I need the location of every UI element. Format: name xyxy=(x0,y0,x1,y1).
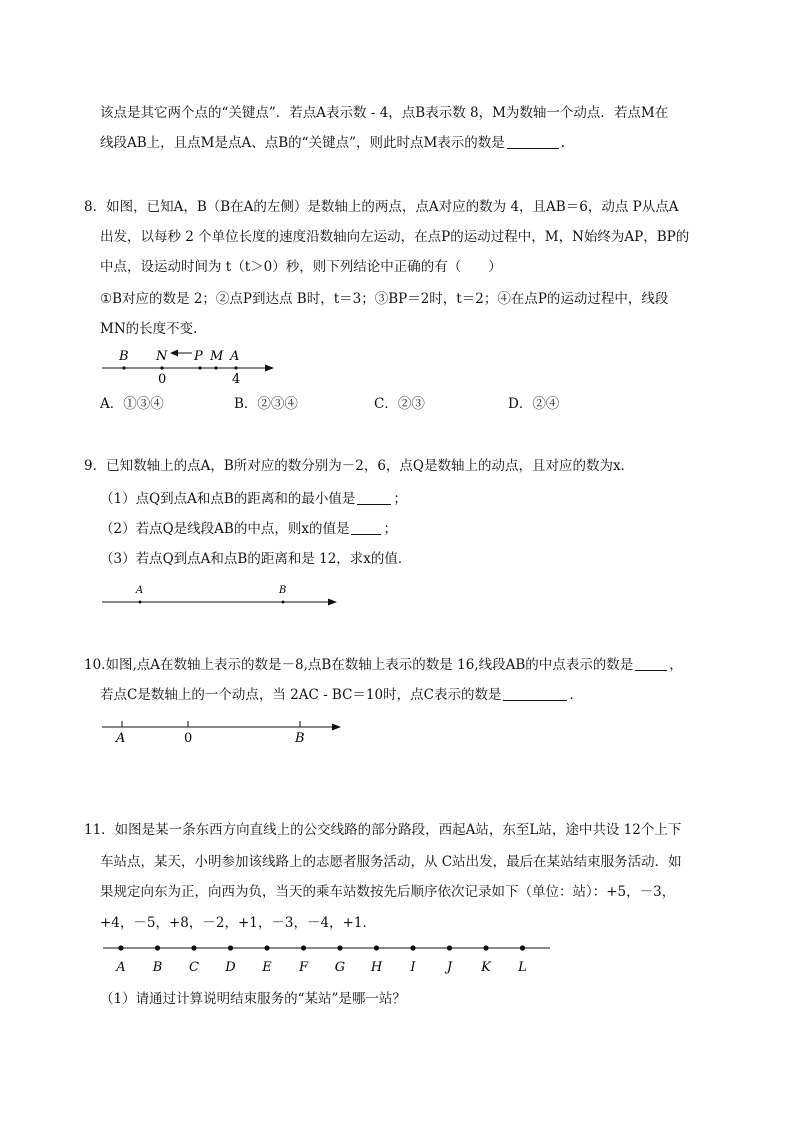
q8-option-c: C．②③ xyxy=(374,396,425,412)
q7-line-1: 该点是其它两个点的“关键点”．若点A表示数 - 4，点B表示数 8，M为数轴一个动点．若点M在 xyxy=(100,105,669,121)
answer-blank xyxy=(503,686,567,701)
q10-line-2-text: 若点C是数轴上的一个动点，当 2AC - BC＝10时，点C表示的数是 xyxy=(100,687,502,703)
station-dot-k xyxy=(483,945,488,950)
station-dot-b xyxy=(155,945,160,950)
station-dot-e xyxy=(264,945,269,950)
point-a-dot xyxy=(234,366,237,369)
q7-line-2-text: 线段AB上，且点M是点A、点B的“关键点”，则此时点M表示的数是 xyxy=(100,135,505,151)
axis-arrow-icon xyxy=(265,365,274,372)
q9-part-1-end: ； xyxy=(393,491,407,507)
q8-line-3: 中点，设运动时间为 t（t＞0）秒，则下列结论中正确的有（ ） xyxy=(100,259,502,275)
q11-line-1: 11．如图是某一条东西方向直线上的公交线路的部分路段，西起A站，东至L站，途中共设 12个上下 xyxy=(84,822,682,838)
station-dot-i xyxy=(410,945,415,950)
label-a: A xyxy=(230,349,240,364)
answer-blank xyxy=(351,520,381,535)
station-label-b: B xyxy=(152,960,163,975)
station-label-k: K xyxy=(481,960,491,975)
station-dot-f xyxy=(301,945,306,950)
station-label-i: I xyxy=(410,960,416,975)
station-group xyxy=(115,945,527,975)
station-dot-h xyxy=(374,945,379,950)
q8-line-5: MN的长度不变． xyxy=(100,321,207,337)
q8-line-1: 8．如图，已知A，B（B在A的左侧）是数轴上的两点，点A对应的数为 4，且AB＝6，动点 P从点A xyxy=(84,199,679,215)
q10-line-2-end: ． xyxy=(569,687,583,703)
station-dot-a xyxy=(118,945,123,950)
station-label-f: F xyxy=(298,960,309,975)
station-label-a: A xyxy=(116,960,126,975)
station-label-g: G xyxy=(334,960,346,975)
q11-part-1: （1）请通过计算说明结束服务的“某站”是哪一站？ xyxy=(100,991,406,1007)
point-a-dot xyxy=(139,601,142,604)
q7-line-2 xyxy=(100,133,574,153)
label-0: 0 xyxy=(184,731,193,746)
point-b-dot xyxy=(282,601,285,604)
answer-blank xyxy=(635,656,667,671)
q9-part-1 xyxy=(100,489,407,509)
station-label-h: H xyxy=(370,960,383,975)
station-label-l: L xyxy=(518,960,527,975)
answer-blank xyxy=(507,134,559,149)
q11-line-4: +4，－5，+8，－2，+1，－3，－4，+1． xyxy=(100,915,376,931)
station-dot-d xyxy=(228,945,233,950)
tick-label-0: 0 xyxy=(158,372,167,387)
point-m-dot xyxy=(214,366,217,369)
station-dot-l xyxy=(520,945,525,950)
q11-bus-route-figure xyxy=(100,938,555,978)
q9-stem: 9．已知数轴上的点A，B所对应的数分别为－2，6，点Q是数轴上的动点，且对应的数为x． xyxy=(84,458,635,474)
q8-line-2: 出发，以每秒 2 个单位长度的速度沿数轴向左运动，在点P的运动过程中，M，N始终为AP，BP的 xyxy=(100,229,690,245)
motion-arrow-left-icon xyxy=(170,350,178,357)
station-label-j: J xyxy=(446,960,453,975)
station-dot-g xyxy=(337,945,342,950)
q9-number-line-figure xyxy=(100,580,345,610)
label-b: B xyxy=(295,731,305,746)
station-label-e: E xyxy=(262,960,272,975)
q10-line-1 xyxy=(84,655,683,675)
label-a: A xyxy=(136,585,144,596)
label-b: B xyxy=(279,585,287,596)
q10-line-1-end: ， xyxy=(669,657,683,673)
q11-line-3: 果规定向东为正，向西为负，当天的乘车站数按先后顺序依次记录如下（单位：站）：+5，－3， xyxy=(100,884,676,900)
station-dot-j xyxy=(447,945,452,950)
label-b: B xyxy=(119,349,129,364)
station-label-c: C xyxy=(189,960,199,975)
q9-part-2 xyxy=(100,519,397,539)
label-a: A xyxy=(116,731,126,746)
q10-number-line-figure xyxy=(100,716,350,746)
label-p: P xyxy=(194,349,203,364)
point-b-dot xyxy=(122,366,125,369)
axis-arrow-icon xyxy=(328,599,337,606)
label-m: M xyxy=(210,349,224,364)
station-label-d: D xyxy=(225,960,236,975)
point-p-dot xyxy=(198,366,201,369)
q10-line-2 xyxy=(100,685,583,705)
answer-blank xyxy=(357,490,391,505)
q9-part-2-text: （2）若点Q是线段AB的中点，则x的值是 xyxy=(100,521,350,537)
q10-line-1-text: 10.如图,点A在数轴上表示的数是－8,点B在数轴上表示的数是 16,线段AB的中点表示的数是 xyxy=(84,657,634,673)
label-n: N xyxy=(156,349,168,364)
q8-line-4: ①B对应的数是 2；②点P到达点 B时，t＝3；③BP＝2时，t＝2；④在点P的运动过程中，线段 xyxy=(100,291,669,307)
q8-option-d: D．②④ xyxy=(508,396,560,412)
q9-part-3: （3）若点Q到点A和点B的距离和是 12，求x的值． xyxy=(100,551,412,567)
point-n-dot xyxy=(160,366,163,369)
q9-part-1-text: （1）点Q到点A和点B的距离和的最小值是 xyxy=(100,491,356,507)
q7-line-2-end: ． xyxy=(560,135,575,151)
q8-option-b: B．②③④ xyxy=(234,396,298,412)
q8-option-a: A．①③④ xyxy=(100,396,164,412)
tick-label-4: 4 xyxy=(232,372,241,387)
station-dot-c xyxy=(191,945,196,950)
axis-arrow-icon xyxy=(332,724,341,731)
q9-part-2-end: ； xyxy=(383,521,397,537)
q8-number-line-figure xyxy=(100,344,280,388)
q11-line-2: 车站点，某天，小明参加该线路上的志愿者服务活动，从 C站出发，最后在某站结束服务活动．如 xyxy=(100,854,682,870)
